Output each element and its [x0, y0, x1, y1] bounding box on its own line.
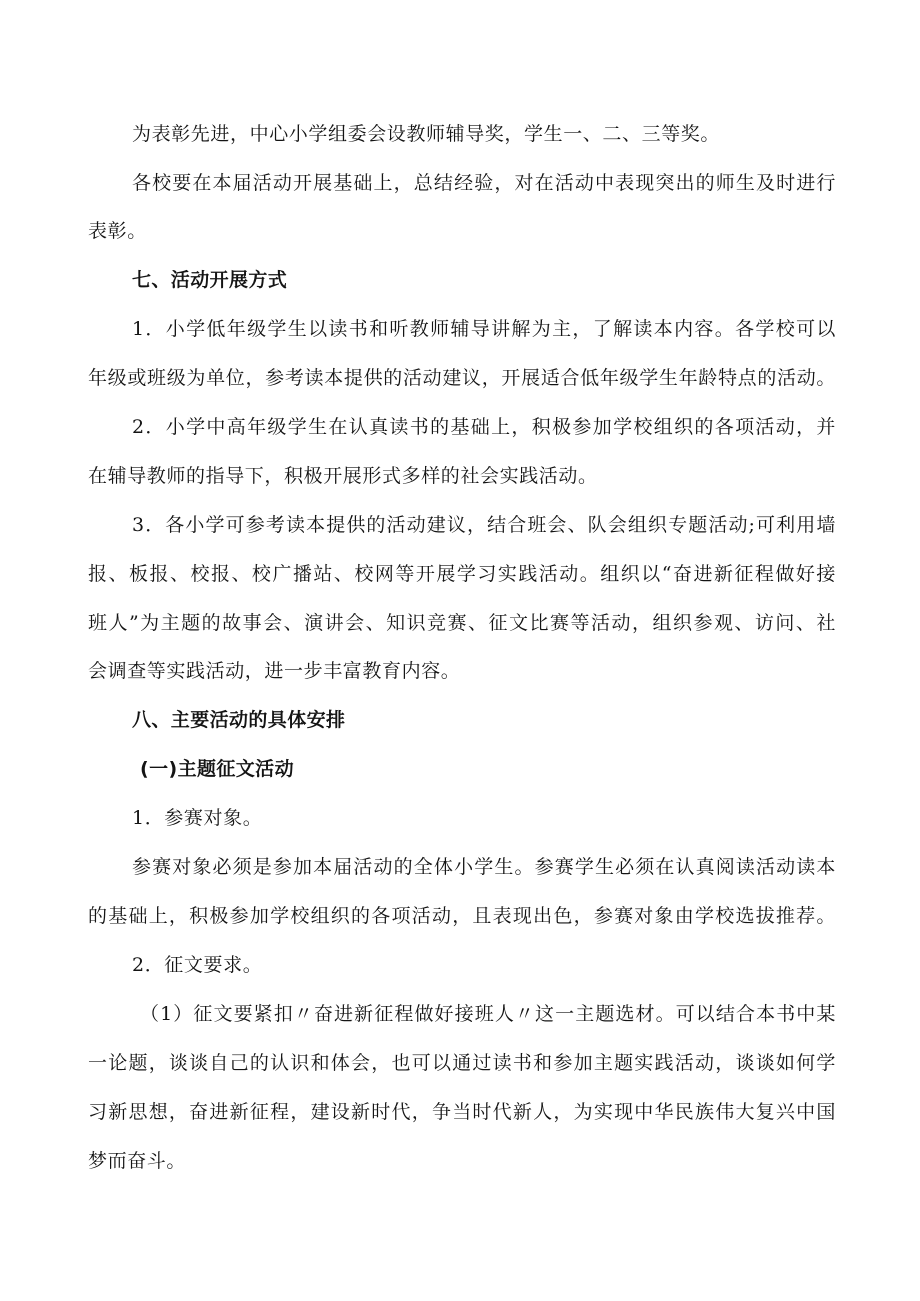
essay-requirement-1-line-4: 梦而奋斗。: [88, 1150, 187, 1172]
essay-requirement-1-line-2: 一论题，谈谈自己的认识和体会，也可以通过读书和参加主题实践活动，谈谈如何学: [88, 1052, 836, 1074]
method-item-3-line-3: 班人”为主题的故事会、演讲会、知识竞赛、征文比赛等活动，组织参观、访问、社: [88, 612, 836, 634]
commendation-paragraph-line-1: 各校要在本届活动开展基础上，总结经验，对在活动中表现突出的师生及时进行: [132, 172, 836, 194]
method-item-1-line-1: 1．小学低年级学生以读书和听教师辅导讲解为主，了解读本内容。各学校可以: [132, 318, 836, 340]
award-setup-paragraph: 为表彰先进，中心小学组委会设教师辅导奖，学生一、二、三等奖。: [132, 123, 721, 145]
participants-paragraph-line-2: 的基础上，积极参加学校组织的各项活动，且表现出色，参赛对象由学校选拔推荐。: [88, 905, 836, 927]
method-item-3-line-1: 3．各小学可参考读本提供的活动建议，结合班会、队会组织专题活动;可利用墙: [132, 514, 836, 536]
method-item-2-line-2: 在辅导教师的指导下，积极开展形式多样的社会实践活动。: [88, 465, 598, 487]
commendation-paragraph-line-2: 表彰。: [88, 220, 147, 242]
section-heading-7: 七、活动开展方式: [132, 269, 288, 291]
participants-paragraph-line-1: 参赛对象必须是参加本届活动的全体小学生。参赛学生必须在认真阅读活动读本: [132, 856, 836, 878]
essay-requirement-1-line-1: （1）征文要紧扣〃奋进新征程做好接班人〃这一主题选材。可以结合本书中某: [140, 1003, 836, 1025]
method-item-2-line-1: 2．小学中高年级学生在认真读书的基础上，积极参加学校组织的各项活动，并: [132, 416, 836, 438]
method-item-1-line-2: 年级或班级为单位，参考读本提供的活动建议，开展适合低年级学生年龄特点的活动。: [88, 367, 836, 389]
essay-requirement-1-line-3: 习新思想，奋进新征程，建设新时代，争当时代新人，为实现中华民族伟大复兴中国: [88, 1101, 836, 1123]
method-item-3-line-2: 报、板报、校报、校广播站、校网等开展学习实践活动。组织以“奋进新征程做好接: [88, 563, 836, 585]
method-item-3-line-4: 会调查等实践活动，进一步丰富教育内容。: [88, 660, 461, 682]
participants-label: 1．参赛对象。: [132, 807, 263, 829]
subsection-heading-1: (一)主题征文活动: [140, 758, 294, 780]
section-heading-8: 八、主要活动的具体安排: [132, 709, 346, 731]
essay-requirements-label: 2．征文要求。: [132, 954, 263, 976]
